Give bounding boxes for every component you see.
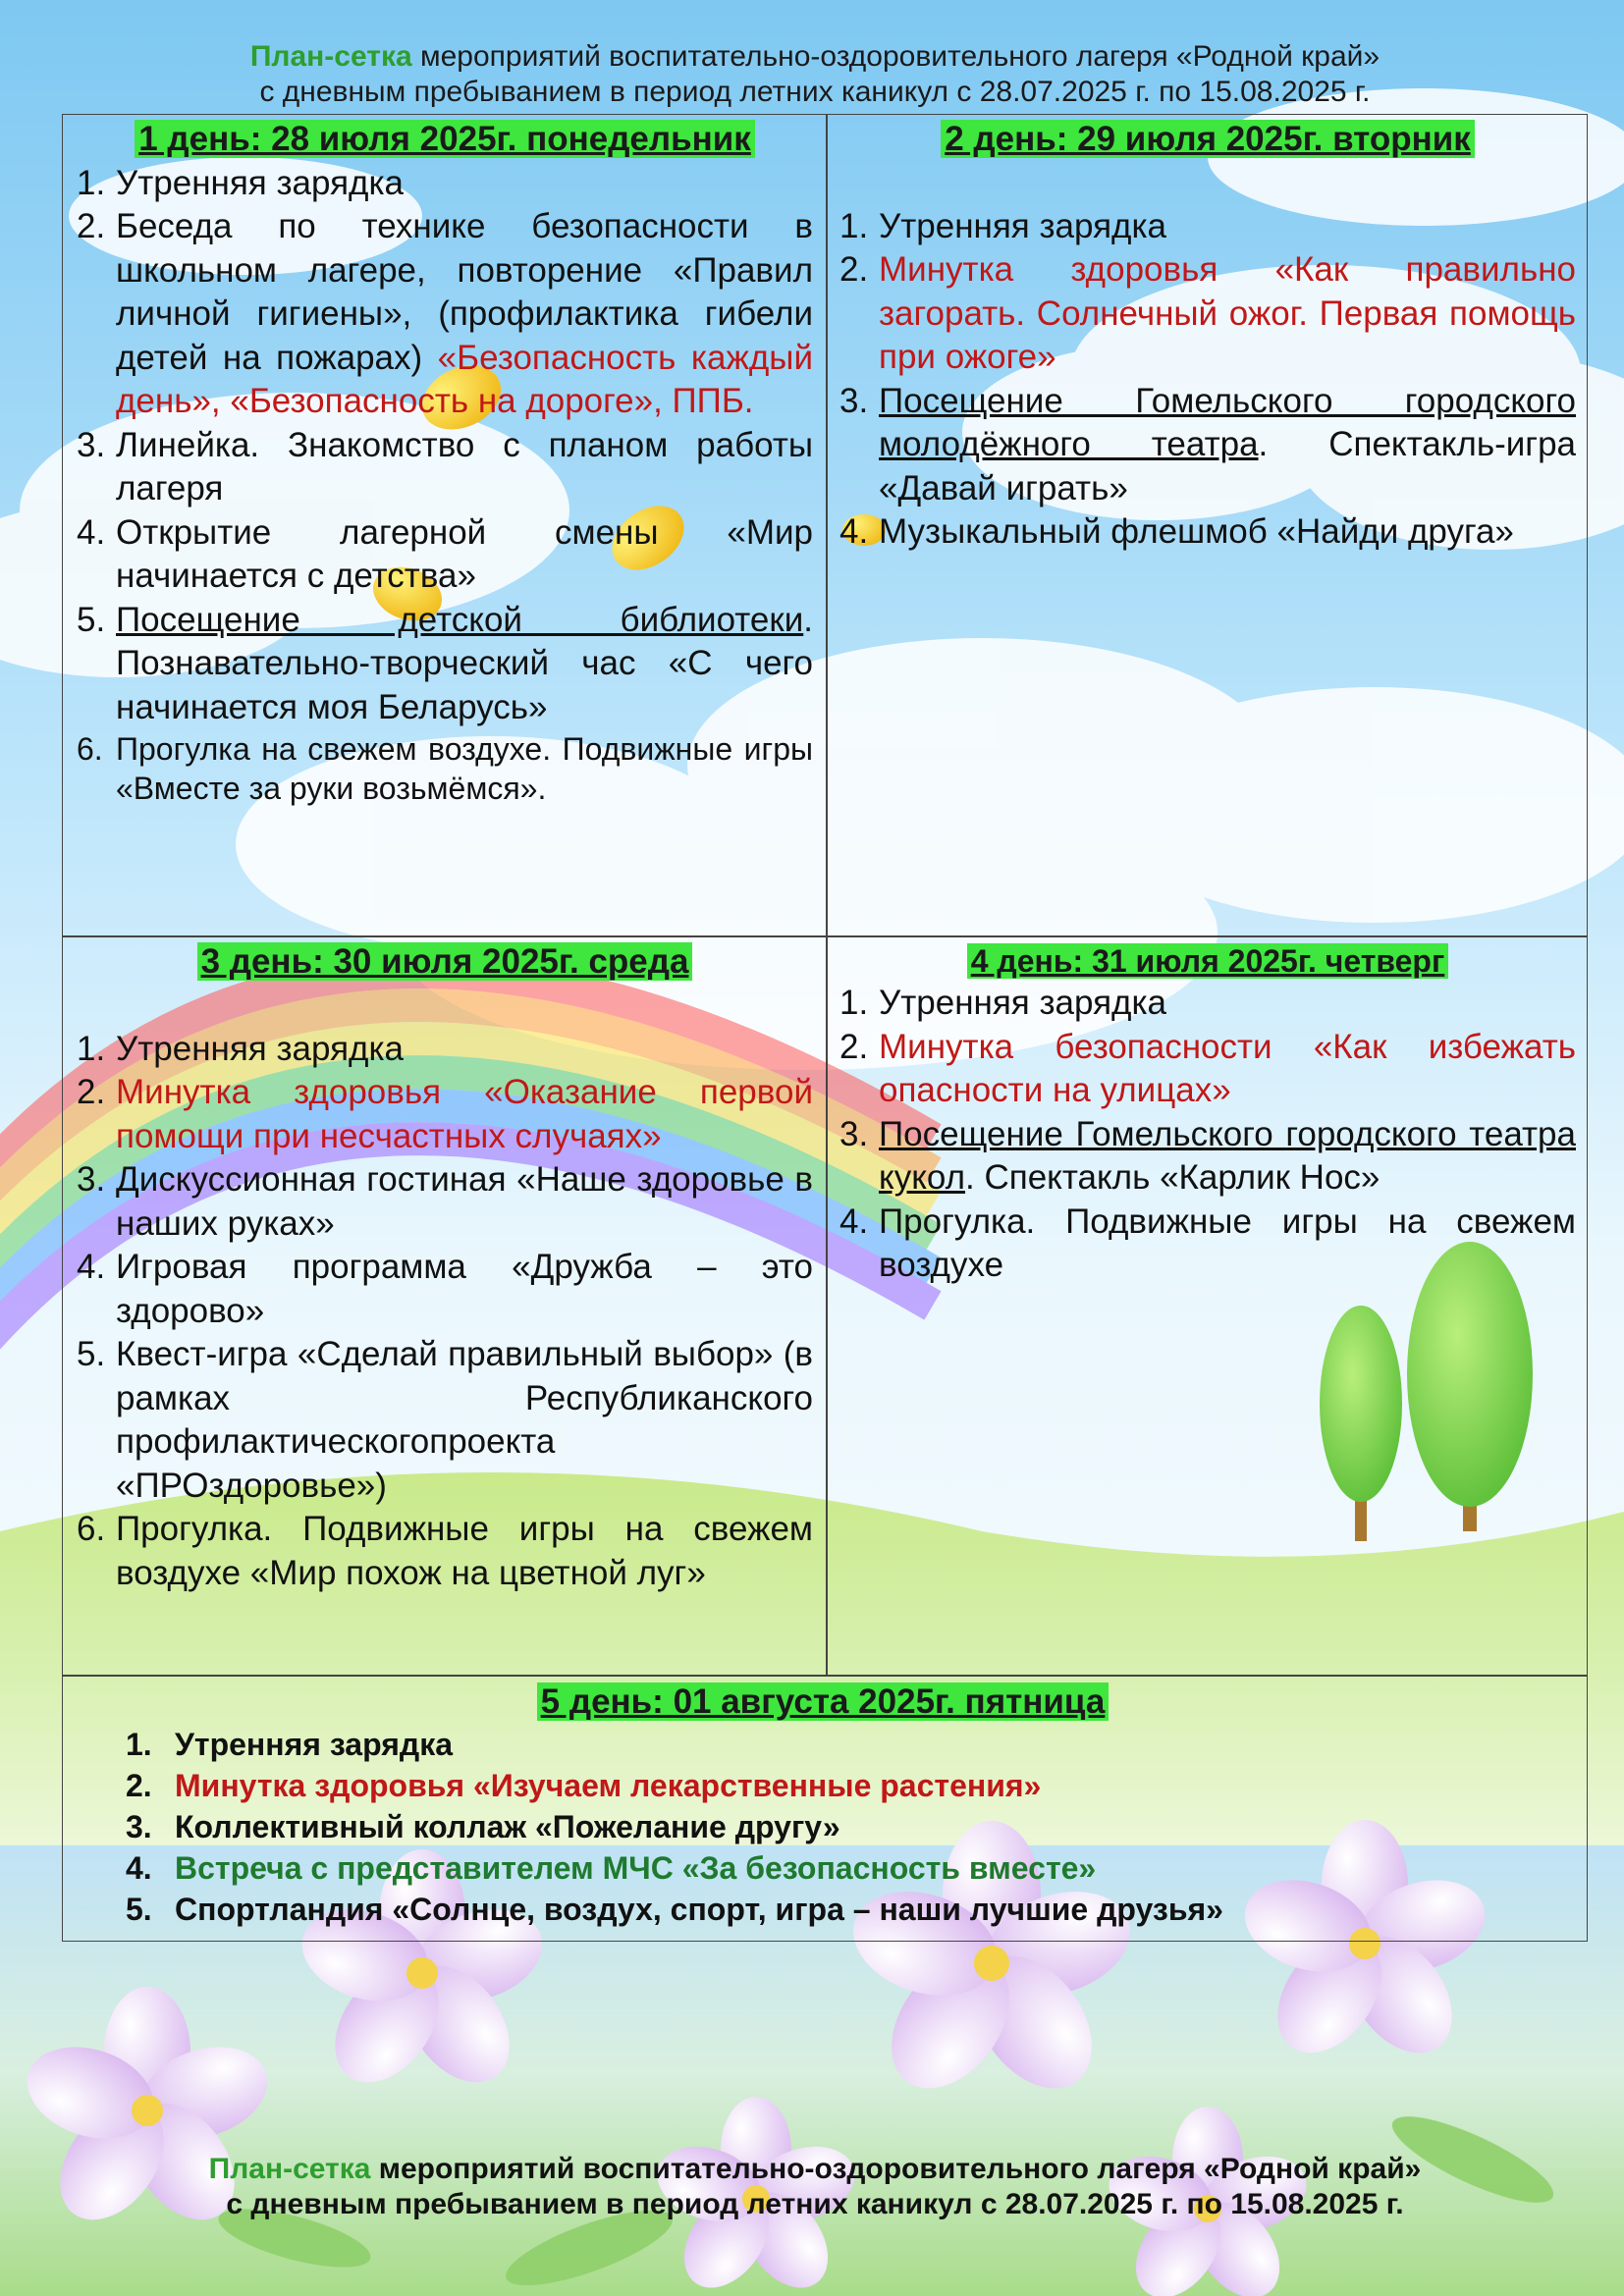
list-item: 5. Посещение детской библиотеки. Познавательно-творческий час «С чего начинается моя Беларусь» xyxy=(77,600,813,726)
header-line-1 xyxy=(59,39,1571,75)
header-title-rest: мероприятий воспитательно-оздоровительного лагеря «Родной край» xyxy=(411,40,1380,73)
day-5-cell xyxy=(77,1681,1569,1930)
footer-title-green: План-сетка xyxy=(208,2153,371,2185)
day-4-cell xyxy=(839,940,1576,1288)
list-item: 5. Квест-игра «Сделай правильный выбор» (в рамках Республиканского профилактическогопроекта «ПРОздоровье») xyxy=(77,1335,813,1505)
grid-divider-vertical xyxy=(826,114,828,1675)
list-item: 2. Минутка здоровья «Изучаем лекарственные растения» xyxy=(126,1768,1042,1803)
list-item: 4. Прогулка. Подвижные игры на свежем воздухе xyxy=(839,1201,1576,1284)
list-item: 3. Посещение Гомельского городского театра кукол. Спектакль «Карлик Нос» xyxy=(839,1114,1576,1197)
list-item: 2. Минутка безопасности «Как избежать опасности на улицах» xyxy=(839,1027,1576,1109)
day-5-list xyxy=(126,1724,1569,1930)
day-1-cell xyxy=(77,118,813,808)
grid-divider-horizontal-2 xyxy=(62,1675,1588,1677)
footer-line-2: с дневным пребыванием в период летних каникул с 28.07.2025 г. по 15.08.2025 г. xyxy=(226,2188,1404,2220)
list-item: 3. Посещение Гомельского городского молодёжного театра. Спектакль-игра «Давай играть» xyxy=(839,381,1576,507)
list-item: 3. Линейка. Знакомство с планом работы лагеря xyxy=(77,425,813,507)
list-item: 2. Минутка здоровья «Как правильно загорать. Солнечный ожог. Первая помощь при ожоге» xyxy=(839,250,1576,376)
day-1-title: 1 день: 28 июля 2025г. понедельник xyxy=(77,118,813,162)
list-item: 1. Утренняя зарядка xyxy=(77,163,404,202)
footer-title-rest: мероприятий воспитательно-оздоровительного лагеря «Родной край» xyxy=(370,2153,1422,2185)
page-header xyxy=(59,39,1571,110)
footer-line-1 xyxy=(59,2152,1571,2187)
list-item: 2. Минутка здоровья «Оказание первой помощи при несчастных случаях» xyxy=(77,1073,813,1155)
list-item: 1. Утренняя зарядка xyxy=(839,206,1166,245)
list-item: 4. Игровая программа «Дружба – это здорово» xyxy=(77,1248,813,1330)
day-3-cell xyxy=(77,940,813,1595)
list-item: 4. Встреча с представителем МЧС «За безопасность вместе» xyxy=(126,1850,1097,1886)
list-item: 2. Беседа по технике безопасности в школьном лагере, повторение «Правил личной гигиены», (профилактика гибели детей на пожарах) «Безопасность каждый день», «Безопасность на дороге», ППБ. xyxy=(77,207,813,420)
list-item: 5. Спортландия «Солнце, воздух, спорт, игра – наши лучшие друзья» xyxy=(126,1892,1223,1927)
list-item: 6. Прогулка на свежем воздухе. Подвижные игры «Вместе за руки возьмёмся». xyxy=(77,731,813,806)
list-item: 1. Утренняя зарядка xyxy=(126,1727,454,1762)
list-item: 6. Прогулка. Подвижные игры на свежем воздухе «Мир похож на цветной луг» xyxy=(77,1510,813,1592)
list-item: 4. Музыкальный флешмоб «Найди друга» xyxy=(839,512,1514,551)
day-4-title: 4 день: 31 июля 2025г. четверг xyxy=(839,940,1576,982)
list-item: 1. Утренняя зарядка xyxy=(77,1029,404,1068)
grid-divider-horizontal-1 xyxy=(62,935,1588,937)
list-item: 1. Утренняя зарядка xyxy=(839,984,1166,1022)
list-item: 3. Коллективный коллаж «Пожелание другу» xyxy=(126,1809,840,1844)
header-title-green: План-сетка xyxy=(249,40,412,73)
day-3-title: 3 день: 30 июля 2025г. среда xyxy=(77,940,813,985)
day-2-cell xyxy=(839,118,1576,555)
list-item: 3. Дискуссионная гостиная «Наше здоровье в наших руках» xyxy=(77,1160,813,1243)
day-5-title: 5 день: 01 августа 2025г. пятница xyxy=(77,1681,1569,1724)
list-item: 4. Открытие лагерной смены «Мир начинается с детства» xyxy=(77,512,813,595)
header-line-2: с дневным пребыванием в период летних каникул с 28.07.2025 г. по 15.08.2025 г. xyxy=(259,76,1371,108)
page-footer xyxy=(59,2152,1571,2222)
day-2-title: 2 день: 29 июля 2025г. вторник xyxy=(839,118,1576,162)
